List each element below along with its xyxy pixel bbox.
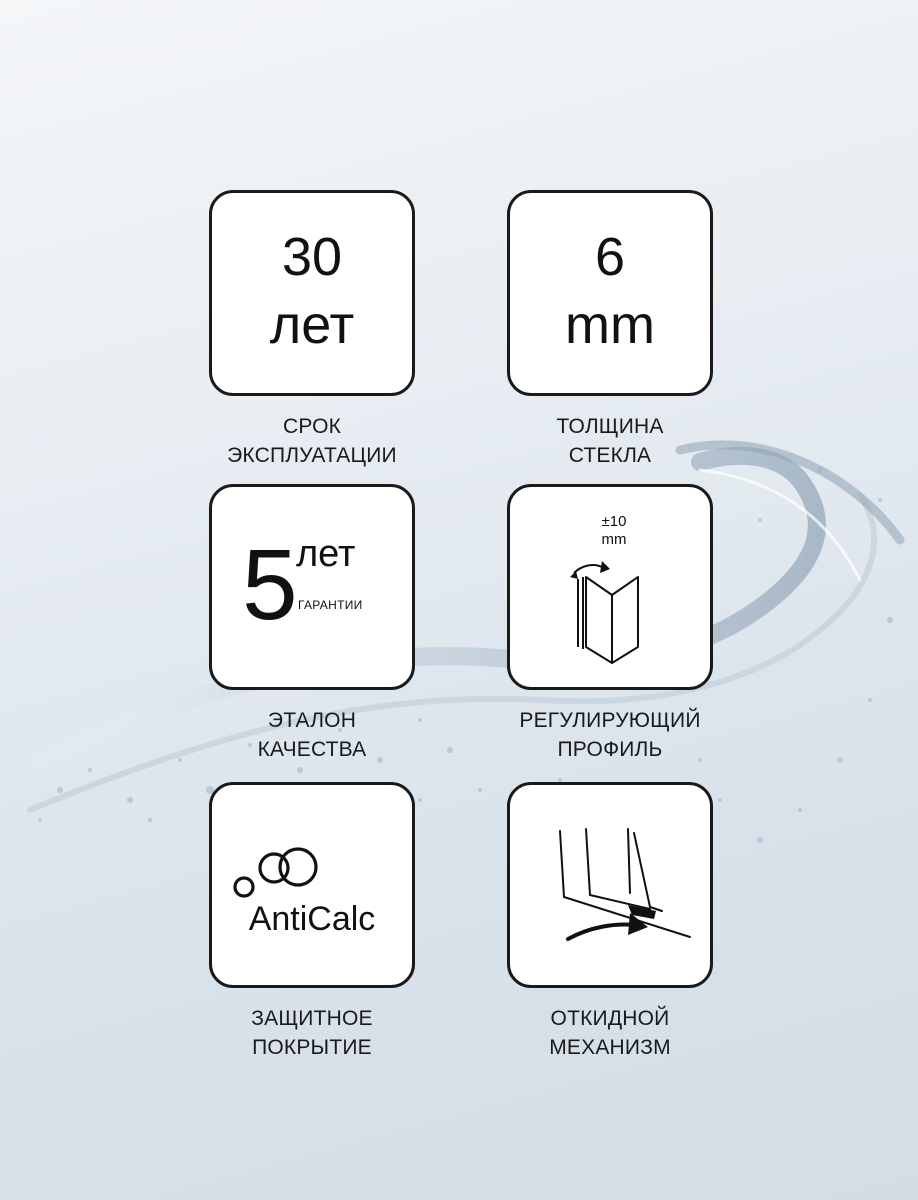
glass-thickness-unit: mm — [565, 295, 655, 355]
glass-thickness-tile — [507, 190, 713, 396]
glass-thickness-caption — [460, 412, 760, 470]
lifetime-caption-line2: ЭКСПЛУАТАЦИИ — [227, 444, 397, 467]
glass-caption-line2: СТЕКЛА — [568, 444, 652, 467]
quality-caption-line2: КАЧЕСТВА — [257, 738, 367, 761]
mechanism-caption-line1: ОТКИДНОЙ — [550, 1007, 670, 1030]
lifetime-value: 30 — [281, 227, 343, 287]
hinge-mechanism-tile — [507, 782, 713, 988]
adjustment-range-unit: mm — [601, 531, 627, 548]
warranty-unit: лет — [296, 533, 356, 575]
anticalc-tile — [209, 782, 415, 988]
mechanism-caption-line2: МЕХАНИЗМ — [549, 1036, 671, 1059]
lifetime-unit: лет — [269, 295, 355, 355]
warranty-tile — [209, 484, 415, 690]
lifetime-caption — [162, 412, 462, 470]
lifetime-tile — [209, 190, 415, 396]
hinge-mechanism-caption — [460, 1004, 760, 1062]
quality-caption — [162, 706, 462, 764]
quality-caption-line1: ЭТАЛОН — [267, 709, 357, 732]
profile-caption-line1: РЕГУЛИРУЮЩИЙ — [519, 709, 701, 732]
warranty-value: 5 — [242, 529, 298, 641]
profile-caption-line2: ПРОФИЛЬ — [557, 738, 663, 761]
coating-caption — [162, 1004, 462, 1062]
adjustment-range-value: ±10 — [601, 513, 627, 530]
anticalc-label: AntiCalc — [248, 900, 376, 938]
glass-thickness-value: 6 — [594, 227, 626, 287]
coating-caption-line1: ЗАЩИТНОЕ — [251, 1007, 373, 1030]
hinge-mechanism-icon — [510, 785, 710, 985]
coating-caption-line2: ПОКРЫТИЕ — [252, 1036, 372, 1059]
bubbles-icon — [212, 785, 412, 985]
adjustable-profile-caption — [460, 706, 760, 764]
glass-caption-line1: ТОЛЩИНА — [556, 415, 664, 438]
adjustable-profile-tile — [507, 484, 713, 690]
lifetime-caption-line1: СРОК — [282, 415, 342, 438]
adjustable-profile-icon — [510, 487, 710, 687]
warranty-subunit: ГАРАНТИИ — [298, 598, 363, 612]
